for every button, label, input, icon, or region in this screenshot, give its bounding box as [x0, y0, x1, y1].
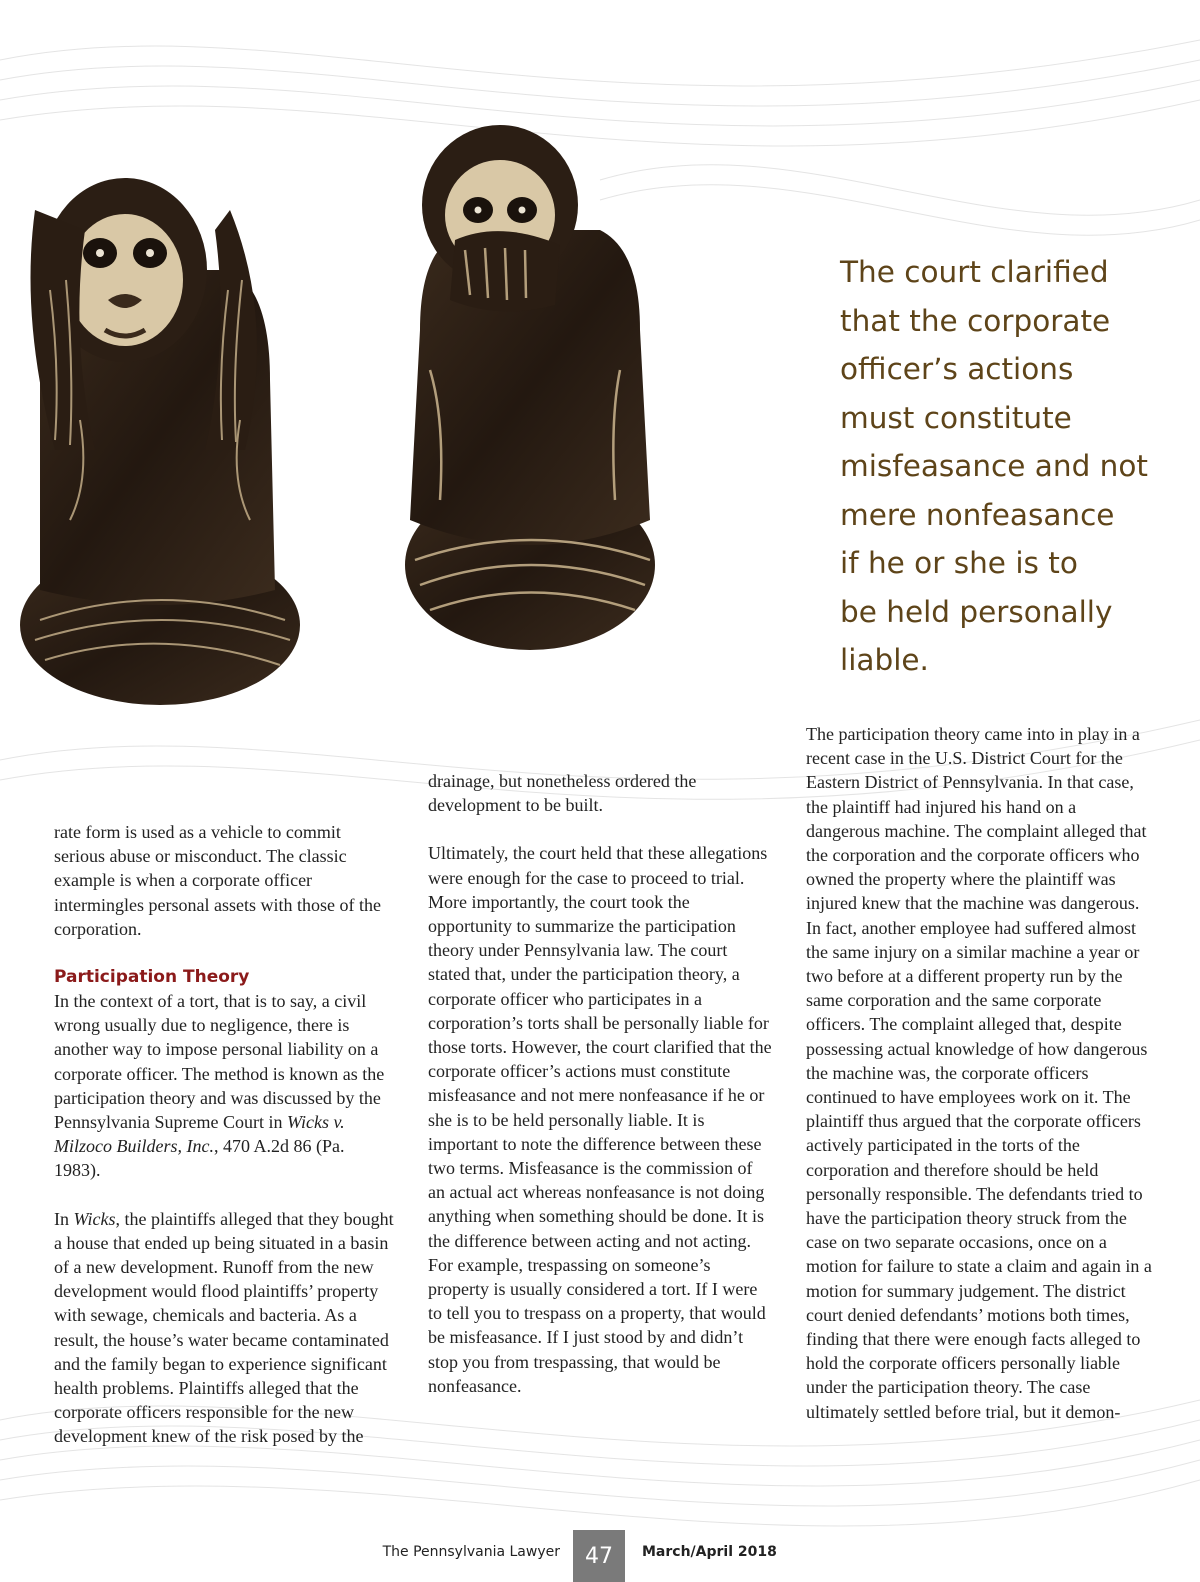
paragraph-text: In [54, 1208, 74, 1229]
paragraph [54, 989, 394, 1183]
hear-no-evil-monkey [20, 178, 300, 705]
section-subhead: Participation Theory [54, 967, 250, 988]
article-column-3 [806, 722, 1154, 1424]
case-citation: Wicks [73, 1208, 116, 1229]
paragraph: drainage, but nonetheless ordered the development to be built. [428, 771, 697, 816]
page-number: 47 [573, 1530, 625, 1582]
case-citation: Wicks v. Milzoco Builders, Inc. [54, 1112, 345, 1157]
article-column-2 [428, 769, 773, 1398]
paragraph-text: In the context of a tort, that is to say, a civil wrong usually due to negligence, there is another way to impose personal liability on a corporate officer. The method is known as the participation theory and was discussed by the Pennsylvania Supreme Court in [54, 991, 385, 1133]
paragraph-text: , 470 A.2d 86 (Pa. 1983). [54, 1136, 345, 1181]
article-column-1 [54, 820, 394, 1449]
paragraph-text: , the plaintiffs alleged that they bought a house that ended up being situated in a basin of a new development. Runoff from the new development would flood plaintiffs’ property with sewage, chemicals and bacteria. As a result, the house’s water became contaminated and the family began to experience significant health problems. Plaintiffs alleged that the corporate officers responsible for the new development knew of the risk posed by the [54, 1208, 394, 1447]
paragraph-gap [428, 817, 773, 841]
paragraph [54, 1207, 394, 1449]
issue-date: March/April 2018 [642, 1544, 777, 1560]
pull-quote: The court clarified that the corporate officer’s actions must constitute misfeasance and not mere nonfeasance if he or she is to be held personally liable. [840, 255, 1148, 677]
speak-no-evil-monkey [405, 125, 655, 650]
paragraph: Ultimately, the court held that these allegations were enough for the case to proceed to trial. More importantly, the court took the opportunity to summarize the participation theory under Pennsylvania law. The court stated that, under the participation theory, a corporate officer who participates in a corporation’s torts shall be personally liable for those torts. However, the court clarified that the corporate officer’s actions must constitute misfeasance and not mere nonfeasance if he or she is to be held personally liable. It is important to note the difference between these two terms. Misfeasance is the commission of an actual act whereas nonfeasance is not doing anything when something should be done. It is the difference between acting and not acting. For example, trespassing on someone’s property is usually considered a tort. If I were to tell you to trespass on a property, that would be misfeasance. If I just stood by and didn’t stop you from trespassing, that would be nonfeasance. [428, 843, 772, 1396]
page-footer [0, 1530, 1200, 1582]
paragraph: The participation theory came into in play in a recent case in the U.S. District Court for the Eastern District of Pennsylvania. In that case, the plaintiff had injured his hand on a dangerous machine. The complaint alleged that the corporation and the corporate officers who owned the property where the plaintiff was injured knew that the machine was dangerous. In fact, another employee had suffered almost the same injury on a similar machine a year or two before at a different property run by the same corporation and the same corporate officers. The complaint alleged that, despite possessing actual knowledge of how dangerous the machine was, the corporate officers continued to have employees work on it. The plaintiff thus argued that the corporate officers actively participated in the torts of the corporation and therefore should be held personally responsible. The defendants tried to have the participation theory struck from the case on two separate occasions, once on a motion for failure to state a claim and again in a motion for summary judgement. The district court denied defendants’ motions both times, finding that there were enough facts alleged to hold the corporate officers personally liable under the participation theory. The case ultimately settled before trial, but it demon- [806, 724, 1152, 1422]
paragraph: rate form is used as a vehicle to commit serious abuse or misconduct. The classic example is when a corporate officer intermingles personal assets with those of the corporation. [54, 822, 381, 939]
paragraph-gap [54, 941, 394, 965]
publication-name: The Pennsylvania Lawyer [382, 1544, 560, 1560]
two-monkey-figurines-image [0, 120, 800, 740]
paragraph-gap [54, 1183, 394, 1207]
